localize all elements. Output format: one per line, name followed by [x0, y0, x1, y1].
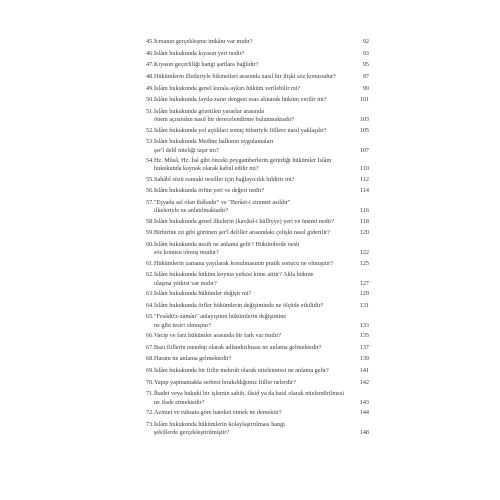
toc-entry-page-number: 116 [359, 207, 369, 215]
toc-entry-number: 68. [146, 355, 154, 363]
toc-entry [146, 73, 369, 81]
toc-entry-page-number: 112 [359, 175, 369, 183]
toc-entry-number: 55. [146, 175, 154, 183]
toc-entry-title: İslâm hukukunda örfler hükümlerin değişiminde ne ölçüde etkilidir? [154, 301, 324, 309]
toc-entry-title: İslâm hukukunda bir fiilin mekruh olarak nitelenmesi ne anlama gelir? [154, 367, 329, 375]
toc-entry [146, 229, 369, 237]
toc-entry-page-number: 114 [359, 187, 369, 195]
toc-entry-title: İslâm hukukunda hükümler değişir mi? [154, 290, 252, 298]
toc-entry-page-number: 101 [359, 96, 369, 104]
toc-entry-title: ne gibi tesiri olmuştur? [154, 321, 212, 329]
toc-entry-number: 50. [146, 96, 154, 104]
toc-entry-number: 46. [146, 49, 154, 57]
toc-entry-page-number: 93 [362, 49, 369, 57]
toc-entry-number: 58. [146, 217, 154, 225]
toc-entry [146, 271, 369, 288]
toc-entry-page-number: 137 [359, 343, 369, 351]
toc-entry [146, 187, 369, 195]
toc-entry-page-number: 127 [359, 279, 369, 287]
toc-entry-title: İbadet veya hukuki bir işlemin sahih, fâsid ya da batıl olarak nitelendirilmesi [154, 390, 345, 398]
toc-entry-title: Vacip ve farz hükümler arasında bir fark var mıdır? [154, 332, 282, 340]
toc-entry-page-number: 107 [359, 146, 369, 154]
toc-entry-title: Sahâbî sözü sonraki nesiller için bağlayıcılık bildirir mi? [154, 175, 295, 183]
toc-entry-title: İslâm hukukunda kıyasın yeri nedir? [154, 49, 245, 57]
toc-entry-page-number: 139 [359, 355, 369, 363]
toc-entry-page-number: 133 [359, 321, 369, 329]
toc-entry-page-number: 131 [359, 301, 369, 309]
toc-entry-number: 64. [146, 301, 154, 309]
toc-entry [146, 85, 369, 93]
toc-entry-title: İslâm hukukunda nesih ne anlama gelir? Hükümlerde nesh [154, 241, 300, 249]
toc-entry [146, 199, 369, 216]
toc-entry [146, 367, 369, 375]
toc-entry-number: 66. [146, 332, 154, 340]
toc-entry-number: 73. [146, 420, 154, 428]
toc-entry-page-number: 92 [362, 38, 369, 45]
toc-entry [146, 50, 369, 58]
toc-entry-title: İcmanın gerçekleşme imkânı var mıdır? [154, 38, 253, 45]
toc-entry-number: 67. [146, 343, 154, 351]
toc-entry-title: ne ifade etmektedir? [154, 398, 205, 406]
toc-entry-page-number: 110 [359, 165, 369, 173]
toc-entry-title: "Fesâdü'z-zamân" anlayışının hükümlerin değişimine [154, 313, 287, 321]
toc-entry [146, 344, 369, 352]
toc-entry-page-number: 142 [359, 378, 369, 386]
toc-entry-page-number: 118 [359, 217, 369, 225]
toc-entry-page-number: 148 [359, 429, 369, 437]
toc-entry-number: 53. [146, 138, 154, 146]
toc-entry-title: İslâm hukukunda fayda-zarar dengesi esas alınarak hüküm verilir mi? [154, 96, 327, 104]
toc-entry [146, 108, 369, 125]
toc-entry-page-number: 120 [359, 229, 369, 237]
toc-entry [146, 96, 369, 104]
toc-entry-page-number: 144 [359, 409, 369, 417]
toc-entry-number: 59. [146, 229, 154, 237]
toc-entry-number: 63. [146, 290, 154, 298]
toc-entry-title: İslâm hukukunda gözetilen yararlar arasında [154, 107, 264, 115]
toc-entry-page-number: 103 [359, 116, 369, 124]
toc-entry-title: Yapıp yapmamakta serbest bırakıldığımız fiiller nelerdir? [154, 378, 296, 386]
toc-entry [146, 290, 369, 298]
toc-entry-title: Haram ne anlama gelmektedir? [154, 355, 232, 363]
toc-entry-number: 47. [146, 61, 154, 69]
toc-entry-page-number: 125 [359, 259, 369, 267]
toc-entry-title: ilkeleriyle ne anlatılmaktadır? [154, 207, 229, 215]
toc-entry [146, 409, 369, 417]
toc-entry-page-number: 97 [362, 72, 369, 80]
toc-entry-title: İslâm hukukunda yol açtıkları sonuç itibariyle fiillere nasıl yaklaşılır? [154, 126, 327, 134]
toc-entry-title: Hükümlerin zamana yayılarak konulmasının pratik sonucu ne olmuştur? [154, 259, 333, 267]
toc-entry-title: İslâm hukukunda Medine halkının uygulamaları [154, 138, 274, 146]
table-of-contents [146, 38, 369, 439]
toc-entry-page-number: 129 [359, 290, 369, 298]
toc-entry-title: hukukunda kaynak olarak kabul edilir mi? [154, 165, 259, 173]
toc-entry [146, 313, 369, 330]
toc-entry-title: İslâm hukukunda genel ilkelerin (kavâid-i külliyye) yeri ve önemi nedir? [154, 217, 335, 225]
toc-entry-title: Birbirine zıt gibi görünen şer'î deliller arasındaki çelişki nasıl giderilir? [154, 229, 330, 237]
toc-entry [146, 390, 369, 407]
toc-entry [146, 302, 369, 310]
toc-entry-title: Hükümlerin illetleriyle hikmetleri arasında nasıl bir ilişki söz konusudur? [154, 72, 336, 80]
toc-entry-title: İslâm hukukunda hüküm koyma yetkisi kime aittir? Akla hükme [154, 271, 314, 279]
toc-entry [146, 176, 369, 184]
toc-entry-number: 49. [146, 84, 154, 92]
toc-entry-number: 54. [146, 157, 154, 164]
toc-entry-number: 71. [146, 390, 154, 398]
toc-entry [146, 127, 369, 135]
toc-entry [146, 241, 369, 258]
toc-entry-title: Azimet ve ruhsata göre hareket etmek ne demektir? [154, 409, 282, 417]
toc-entry-title: söz konusu olmuş mudur? [154, 249, 219, 257]
toc-entry [146, 379, 369, 387]
toc-entry-number: 72. [146, 409, 154, 417]
toc-entry-title: ulaşma yetkisi var mıdır? [154, 279, 217, 287]
toc-entry [146, 218, 369, 226]
toc-entry-page-number: 122 [359, 249, 369, 257]
toc-entry-title: Kıyasın geçerliliği hangi şartlara bağlıdır? [154, 61, 259, 69]
toc-entry-number: 60. [146, 241, 154, 249]
toc-entry [146, 61, 369, 69]
toc-entry-number: 57. [146, 199, 154, 207]
toc-entry-number: 65. [146, 313, 154, 321]
toc-entry-number: 52. [146, 126, 154, 134]
toc-entry-page-number: 141 [359, 367, 369, 375]
toc-entry-title: Bazı fiillerin mendup olarak adlandırılması ne anlama gelmektedir? [154, 343, 322, 351]
toc-entry-number: 48. [146, 72, 154, 80]
toc-entry-number: 69. [146, 367, 154, 375]
toc-entry [146, 260, 369, 268]
toc-entry-number: 51. [146, 107, 154, 115]
toc-entry-title: Hz. Mûsâ, Hz. Îsâ gibi önceki peygamberlerin getirdiği hükümler İslâm [154, 157, 332, 164]
toc-entry [146, 332, 369, 340]
toc-entry-title: "Eşyada asl olan ibâhadır" ve "Berâet-i zimmet asıldır" [154, 199, 291, 207]
toc-entry-page-number: 95 [362, 61, 369, 69]
toc-entry [146, 157, 369, 174]
toc-entry-title: önem açısından nasıl bir derecelendirme bulunmaktadır? [154, 116, 295, 124]
toc-entry-title: İslâm hukukunda hükümlerin kolaylaştırılması hangi [154, 420, 285, 428]
toc-entry-page-number: 135 [359, 332, 369, 340]
toc-entry-number: 56. [146, 187, 154, 195]
toc-entry-number: 61. [146, 259, 154, 267]
toc-entry-page-number: 143 [359, 398, 369, 406]
toc-entry-title: İslâm hukukunda örfün yeri ve değeri nedir? [154, 187, 265, 195]
toc-entry-number: 45. [146, 38, 154, 45]
toc-entry [146, 138, 369, 155]
toc-entry-title: İslâm hukukunda genel kurala aykırı hüküm verilebilir mi? [154, 84, 301, 92]
toc-entry-number: 70. [146, 378, 154, 386]
toc-entry [146, 355, 369, 363]
toc-entry-title: şekillerde gerçekleştirilmiştir? [154, 429, 230, 437]
toc-entry [146, 38, 369, 46]
toc-entry-page-number: 105 [359, 126, 369, 134]
toc-entry-page-number: 99 [362, 84, 369, 92]
toc-entry-title: şer'î delil niteliği taşır mı? [154, 146, 219, 154]
toc-entry [146, 421, 369, 438]
toc-entry-number: 62. [146, 271, 154, 279]
